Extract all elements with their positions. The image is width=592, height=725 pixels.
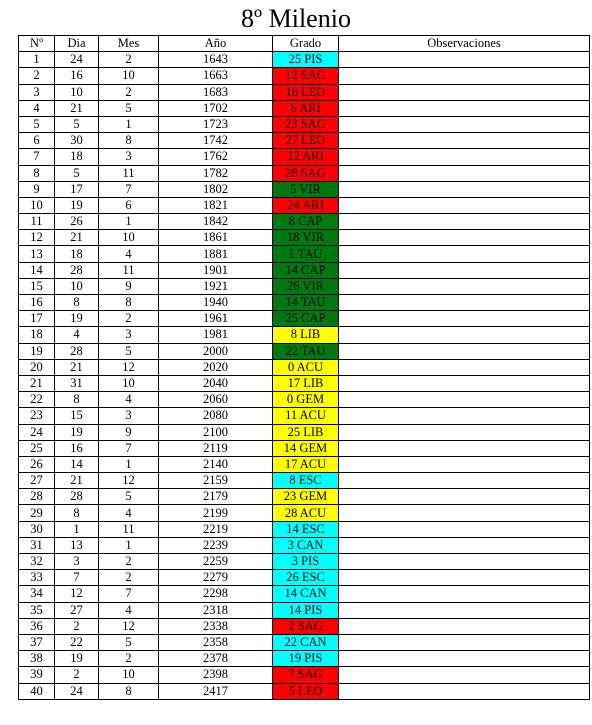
cell-grado: 16 LEO bbox=[273, 84, 339, 100]
cell-numero: 29 bbox=[19, 505, 55, 521]
cell-ano: 1842 bbox=[159, 214, 273, 230]
table-row bbox=[19, 68, 590, 84]
cell-numero: 19 bbox=[19, 343, 55, 359]
cell-numero: 12 bbox=[19, 230, 55, 246]
cell-observaciones bbox=[339, 473, 590, 489]
cell-mes: 7 bbox=[99, 440, 159, 456]
cell-ano: 1901 bbox=[159, 262, 273, 278]
column-header-numero: Nº bbox=[19, 36, 55, 52]
cell-dia: 26 bbox=[55, 214, 99, 230]
cell-observaciones bbox=[339, 618, 590, 634]
cell-observaciones bbox=[339, 327, 590, 343]
header-row bbox=[19, 36, 590, 52]
cell-grado: 7 SAG bbox=[273, 667, 339, 683]
table-row bbox=[19, 197, 590, 213]
cell-numero: 17 bbox=[19, 311, 55, 327]
table-body bbox=[19, 52, 590, 700]
cell-observaciones bbox=[339, 68, 590, 84]
cell-dia: 4 bbox=[55, 327, 99, 343]
cell-numero: 10 bbox=[19, 197, 55, 213]
cell-observaciones bbox=[339, 84, 590, 100]
cell-observaciones bbox=[339, 667, 590, 683]
cell-grado: 18 VIR bbox=[273, 230, 339, 246]
cell-dia: 21 bbox=[55, 230, 99, 246]
cell-dia: 30 bbox=[55, 133, 99, 149]
cell-ano: 2179 bbox=[159, 489, 273, 505]
cell-grado: 23 SAG bbox=[273, 116, 339, 132]
cell-numero: 28 bbox=[19, 489, 55, 505]
cell-grado: 5 VIR bbox=[273, 181, 339, 197]
cell-grado: 1 TAU bbox=[273, 246, 339, 262]
cell-observaciones bbox=[339, 392, 590, 408]
cell-grado: 24 ARI bbox=[273, 197, 339, 213]
column-header-ano: Año bbox=[159, 36, 273, 52]
cell-numero: 8 bbox=[19, 165, 55, 181]
cell-grado: 26 VIR bbox=[273, 278, 339, 294]
cell-grado: 6 ARI bbox=[273, 100, 339, 116]
cell-numero: 1 bbox=[19, 52, 55, 68]
cell-numero: 9 bbox=[19, 181, 55, 197]
cell-observaciones bbox=[339, 181, 590, 197]
cell-observaciones bbox=[339, 165, 590, 181]
cell-mes: 8 bbox=[99, 295, 159, 311]
table-row bbox=[19, 634, 590, 650]
cell-numero: 13 bbox=[19, 246, 55, 262]
cell-dia: 8 bbox=[55, 392, 99, 408]
cell-ano: 1881 bbox=[159, 246, 273, 262]
cell-grado: 14 CAP bbox=[273, 262, 339, 278]
cell-dia: 24 bbox=[55, 52, 99, 68]
cell-numero: 20 bbox=[19, 359, 55, 375]
cell-ano: 1782 bbox=[159, 165, 273, 181]
table-row bbox=[19, 408, 590, 424]
cell-dia: 21 bbox=[55, 100, 99, 116]
table-row bbox=[19, 181, 590, 197]
cell-observaciones bbox=[339, 554, 590, 570]
cell-mes: 1 bbox=[99, 456, 159, 472]
cell-mes: 3 bbox=[99, 149, 159, 165]
cell-observaciones bbox=[339, 343, 590, 359]
table-row bbox=[19, 618, 590, 634]
cell-grado: 0 ACU bbox=[273, 359, 339, 375]
column-header-grado: Grado bbox=[273, 36, 339, 52]
cell-numero: 36 bbox=[19, 618, 55, 634]
cell-grado: 23 GEM bbox=[273, 489, 339, 505]
table-row bbox=[19, 116, 590, 132]
cell-numero: 37 bbox=[19, 634, 55, 650]
cell-numero: 26 bbox=[19, 456, 55, 472]
cell-mes: 1 bbox=[99, 537, 159, 553]
cell-mes: 2 bbox=[99, 651, 159, 667]
cell-numero: 18 bbox=[19, 327, 55, 343]
cell-observaciones bbox=[339, 359, 590, 375]
cell-numero: 25 bbox=[19, 440, 55, 456]
cell-observaciones bbox=[339, 489, 590, 505]
table-row bbox=[19, 440, 590, 456]
cell-ano: 1723 bbox=[159, 116, 273, 132]
cell-ano: 2040 bbox=[159, 375, 273, 391]
table-row bbox=[19, 149, 590, 165]
cell-mes: 4 bbox=[99, 602, 159, 618]
cell-mes: 11 bbox=[99, 262, 159, 278]
cell-mes: 2 bbox=[99, 84, 159, 100]
table-row bbox=[19, 327, 590, 343]
cell-ano: 2318 bbox=[159, 602, 273, 618]
cell-grado: 0 GEM bbox=[273, 392, 339, 408]
cell-numero: 24 bbox=[19, 424, 55, 440]
cell-mes: 2 bbox=[99, 311, 159, 327]
table-row bbox=[19, 311, 590, 327]
cell-grado: 12 SAG bbox=[273, 68, 339, 84]
table-row bbox=[19, 537, 590, 553]
table-row bbox=[19, 602, 590, 618]
cell-observaciones bbox=[339, 133, 590, 149]
cell-dia: 22 bbox=[55, 634, 99, 650]
cell-mes: 9 bbox=[99, 424, 159, 440]
table-row bbox=[19, 521, 590, 537]
cell-grado: 25 CAP bbox=[273, 311, 339, 327]
cell-grado: 27 LEO bbox=[273, 133, 339, 149]
cell-mes: 3 bbox=[99, 327, 159, 343]
table-row bbox=[19, 246, 590, 262]
cell-numero: 14 bbox=[19, 262, 55, 278]
cell-mes: 2 bbox=[99, 52, 159, 68]
cell-ano: 2219 bbox=[159, 521, 273, 537]
cell-dia: 17 bbox=[55, 181, 99, 197]
cell-observaciones bbox=[339, 197, 590, 213]
cell-grado: 17 ACU bbox=[273, 456, 339, 472]
cell-ano: 2159 bbox=[159, 473, 273, 489]
cell-mes: 7 bbox=[99, 586, 159, 602]
cell-numero: 16 bbox=[19, 295, 55, 311]
cell-dia: 19 bbox=[55, 197, 99, 213]
cell-mes: 5 bbox=[99, 634, 159, 650]
cell-grado: 28 SAG bbox=[273, 165, 339, 181]
cell-grado: 14 TAU bbox=[273, 295, 339, 311]
cell-observaciones bbox=[339, 246, 590, 262]
cell-mes: 10 bbox=[99, 68, 159, 84]
cell-observaciones bbox=[339, 375, 590, 391]
cell-observaciones bbox=[339, 100, 590, 116]
cell-mes: 6 bbox=[99, 197, 159, 213]
cell-grado: 25 PIS bbox=[273, 52, 339, 68]
cell-mes: 4 bbox=[99, 392, 159, 408]
cell-mes: 2 bbox=[99, 554, 159, 570]
cell-dia: 5 bbox=[55, 116, 99, 132]
cell-ano: 1861 bbox=[159, 230, 273, 246]
cell-numero: 31 bbox=[19, 537, 55, 553]
cell-mes: 12 bbox=[99, 359, 159, 375]
table-row bbox=[19, 262, 590, 278]
table-row bbox=[19, 456, 590, 472]
cell-observaciones bbox=[339, 634, 590, 650]
table-row bbox=[19, 100, 590, 116]
cell-ano: 2378 bbox=[159, 651, 273, 667]
cell-ano: 2119 bbox=[159, 440, 273, 456]
cell-ano: 2100 bbox=[159, 424, 273, 440]
cell-dia: 1 bbox=[55, 521, 99, 537]
cell-ano: 2298 bbox=[159, 586, 273, 602]
cell-ano: 2000 bbox=[159, 343, 273, 359]
table-row bbox=[19, 586, 590, 602]
table-row bbox=[19, 554, 590, 570]
cell-mes: 2 bbox=[99, 570, 159, 586]
cell-ano: 2239 bbox=[159, 537, 273, 553]
cell-numero: 30 bbox=[19, 521, 55, 537]
cell-mes: 12 bbox=[99, 473, 159, 489]
cell-grado: 19 PIS bbox=[273, 651, 339, 667]
table-row bbox=[19, 375, 590, 391]
cell-ano: 1702 bbox=[159, 100, 273, 116]
cell-grado: 14 GEM bbox=[273, 440, 339, 456]
cell-dia: 31 bbox=[55, 375, 99, 391]
cell-ano: 2060 bbox=[159, 392, 273, 408]
cell-ano: 2417 bbox=[159, 683, 273, 699]
table-row bbox=[19, 424, 590, 440]
cell-dia: 5 bbox=[55, 165, 99, 181]
cell-dia: 28 bbox=[55, 489, 99, 505]
cell-numero: 27 bbox=[19, 473, 55, 489]
cell-grado: 14 ESC bbox=[273, 521, 339, 537]
cell-dia: 21 bbox=[55, 359, 99, 375]
cell-dia: 12 bbox=[55, 586, 99, 602]
table-row bbox=[19, 230, 590, 246]
cell-dia: 24 bbox=[55, 683, 99, 699]
cell-dia: 3 bbox=[55, 554, 99, 570]
cell-numero: 39 bbox=[19, 667, 55, 683]
cell-numero: 33 bbox=[19, 570, 55, 586]
column-header-mes: Mes bbox=[99, 36, 159, 52]
cell-observaciones bbox=[339, 586, 590, 602]
cell-grado: 2 SAG bbox=[273, 618, 339, 634]
cell-numero: 6 bbox=[19, 133, 55, 149]
cell-observaciones bbox=[339, 311, 590, 327]
cell-mes: 7 bbox=[99, 181, 159, 197]
cell-grado: 12 ARI bbox=[273, 149, 339, 165]
cell-observaciones bbox=[339, 521, 590, 537]
cell-ano: 1663 bbox=[159, 68, 273, 84]
cell-observaciones bbox=[339, 424, 590, 440]
cell-ano: 1683 bbox=[159, 84, 273, 100]
cell-ano: 1643 bbox=[159, 52, 273, 68]
cell-numero: 38 bbox=[19, 651, 55, 667]
cell-grado: 8 CAP bbox=[273, 214, 339, 230]
cell-observaciones bbox=[339, 262, 590, 278]
cell-dia: 15 bbox=[55, 408, 99, 424]
cell-grado: 26 ESC bbox=[273, 570, 339, 586]
cell-ano: 1981 bbox=[159, 327, 273, 343]
cell-observaciones bbox=[339, 295, 590, 311]
cell-ano: 2358 bbox=[159, 634, 273, 650]
cell-mes: 8 bbox=[99, 133, 159, 149]
cell-observaciones bbox=[339, 278, 590, 294]
table-row bbox=[19, 570, 590, 586]
cell-mes: 11 bbox=[99, 521, 159, 537]
cell-ano: 1821 bbox=[159, 197, 273, 213]
cell-numero: 2 bbox=[19, 68, 55, 84]
cell-numero: 22 bbox=[19, 392, 55, 408]
cell-observaciones bbox=[339, 440, 590, 456]
cell-ano: 1802 bbox=[159, 181, 273, 197]
cell-observaciones bbox=[339, 505, 590, 521]
cell-dia: 21 bbox=[55, 473, 99, 489]
cell-dia: 18 bbox=[55, 246, 99, 262]
table-header bbox=[19, 36, 590, 52]
cell-observaciones bbox=[339, 602, 590, 618]
table-row bbox=[19, 489, 590, 505]
cell-dia: 10 bbox=[55, 278, 99, 294]
cell-mes: 9 bbox=[99, 278, 159, 294]
cell-mes: 1 bbox=[99, 214, 159, 230]
table-row bbox=[19, 343, 590, 359]
cell-numero: 23 bbox=[19, 408, 55, 424]
cell-ano: 1762 bbox=[159, 149, 273, 165]
cell-dia: 2 bbox=[55, 618, 99, 634]
cell-dia: 7 bbox=[55, 570, 99, 586]
cell-grado: 28 ACU bbox=[273, 505, 339, 521]
table-row bbox=[19, 52, 590, 68]
milenio-table bbox=[18, 35, 590, 700]
cell-numero: 4 bbox=[19, 100, 55, 116]
table-row bbox=[19, 505, 590, 521]
cell-numero: 7 bbox=[19, 149, 55, 165]
cell-dia: 13 bbox=[55, 537, 99, 553]
cell-mes: 4 bbox=[99, 246, 159, 262]
cell-numero: 3 bbox=[19, 84, 55, 100]
table-row bbox=[19, 278, 590, 294]
cell-dia: 19 bbox=[55, 424, 99, 440]
cell-mes: 4 bbox=[99, 505, 159, 521]
column-header-dia: Dia bbox=[55, 36, 99, 52]
cell-grado: 8 ESC bbox=[273, 473, 339, 489]
cell-mes: 8 bbox=[99, 683, 159, 699]
cell-numero: 5 bbox=[19, 116, 55, 132]
table-row bbox=[19, 473, 590, 489]
cell-grado: 25 LIB bbox=[273, 424, 339, 440]
cell-numero: 35 bbox=[19, 602, 55, 618]
cell-grado: 22 CAN bbox=[273, 634, 339, 650]
cell-mes: 10 bbox=[99, 230, 159, 246]
table-row bbox=[19, 667, 590, 683]
cell-ano: 2020 bbox=[159, 359, 273, 375]
table-row bbox=[19, 392, 590, 408]
cell-dia: 19 bbox=[55, 651, 99, 667]
cell-mes: 10 bbox=[99, 375, 159, 391]
cell-grado: 17 LIB bbox=[273, 375, 339, 391]
cell-dia: 19 bbox=[55, 311, 99, 327]
cell-observaciones bbox=[339, 570, 590, 586]
cell-mes: 5 bbox=[99, 100, 159, 116]
cell-grado: 14 PIS bbox=[273, 602, 339, 618]
cell-numero: 15 bbox=[19, 278, 55, 294]
cell-ano: 1742 bbox=[159, 133, 273, 149]
cell-grado: 8 LIB bbox=[273, 327, 339, 343]
table-row bbox=[19, 84, 590, 100]
table-row bbox=[19, 133, 590, 149]
cell-dia: 2 bbox=[55, 667, 99, 683]
cell-ano: 2140 bbox=[159, 456, 273, 472]
table-row bbox=[19, 683, 590, 699]
cell-observaciones bbox=[339, 537, 590, 553]
cell-grado: 5 LEO bbox=[273, 683, 339, 699]
cell-dia: 27 bbox=[55, 602, 99, 618]
cell-numero: 21 bbox=[19, 375, 55, 391]
table-row bbox=[19, 214, 590, 230]
cell-ano: 2259 bbox=[159, 554, 273, 570]
cell-grado: 11 ACU bbox=[273, 408, 339, 424]
cell-mes: 10 bbox=[99, 667, 159, 683]
cell-numero: 32 bbox=[19, 554, 55, 570]
cell-mes: 5 bbox=[99, 489, 159, 505]
cell-mes: 1 bbox=[99, 116, 159, 132]
cell-ano: 1921 bbox=[159, 278, 273, 294]
cell-observaciones bbox=[339, 230, 590, 246]
cell-dia: 8 bbox=[55, 505, 99, 521]
cell-numero: 11 bbox=[19, 214, 55, 230]
cell-grado: 14 CAN bbox=[273, 586, 339, 602]
cell-dia: 28 bbox=[55, 262, 99, 278]
cell-numero: 40 bbox=[19, 683, 55, 699]
cell-mes: 12 bbox=[99, 618, 159, 634]
cell-observaciones bbox=[339, 651, 590, 667]
cell-ano: 2199 bbox=[159, 505, 273, 521]
cell-ano: 2398 bbox=[159, 667, 273, 683]
cell-mes: 3 bbox=[99, 408, 159, 424]
cell-dia: 16 bbox=[55, 68, 99, 84]
table-row bbox=[19, 359, 590, 375]
cell-ano: 1961 bbox=[159, 311, 273, 327]
cell-dia: 18 bbox=[55, 149, 99, 165]
cell-grado: 3 CAN bbox=[273, 537, 339, 553]
cell-dia: 10 bbox=[55, 84, 99, 100]
table-row bbox=[19, 165, 590, 181]
cell-observaciones bbox=[339, 116, 590, 132]
cell-observaciones bbox=[339, 456, 590, 472]
page-title: 8º Milenio bbox=[241, 4, 351, 33]
cell-observaciones bbox=[339, 214, 590, 230]
cell-observaciones bbox=[339, 149, 590, 165]
cell-dia: 28 bbox=[55, 343, 99, 359]
cell-mes: 11 bbox=[99, 165, 159, 181]
cell-ano: 2080 bbox=[159, 408, 273, 424]
cell-grado: 3 PIS bbox=[273, 554, 339, 570]
cell-numero: 34 bbox=[19, 586, 55, 602]
table-row bbox=[19, 295, 590, 311]
cell-dia: 8 bbox=[55, 295, 99, 311]
cell-dia: 16 bbox=[55, 440, 99, 456]
cell-observaciones bbox=[339, 52, 590, 68]
column-header-observaciones: Observaciones bbox=[339, 36, 590, 52]
cell-ano: 1940 bbox=[159, 295, 273, 311]
cell-ano: 2338 bbox=[159, 618, 273, 634]
table-row bbox=[19, 651, 590, 667]
cell-grado: 22 TAU bbox=[273, 343, 339, 359]
cell-mes: 5 bbox=[99, 343, 159, 359]
cell-ano: 2279 bbox=[159, 570, 273, 586]
cell-observaciones bbox=[339, 683, 590, 699]
cell-dia: 14 bbox=[55, 456, 99, 472]
cell-observaciones bbox=[339, 408, 590, 424]
